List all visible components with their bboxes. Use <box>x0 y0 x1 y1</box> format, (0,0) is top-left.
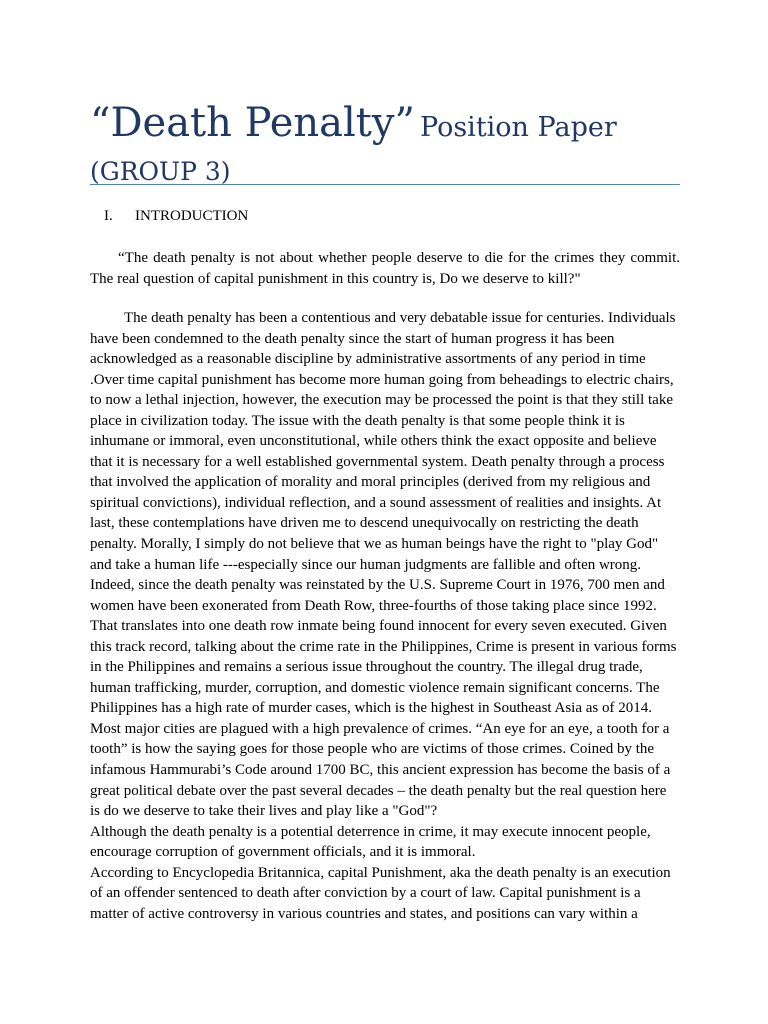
section-number: I. <box>104 208 113 224</box>
opening-quote: “The death penalty is not about whether people deserve to die for the crimes they commit. The real question of capital punishment in this country is, Do we deserve to kill?" <box>90 250 680 287</box>
paragraph: According to Encyclopedia Britannica, capital Punishment, aka the death penalty is an execution of an offender sentenced to death after conviction by a court of law. Capital punishment is a matter of active controversy in various countries and states, and positions can vary within a <box>90 864 671 922</box>
title-divider <box>90 184 680 185</box>
section-title: INTRODUCTION <box>135 208 249 224</box>
title-main: “Death Penalty” <box>90 100 415 146</box>
body-paragraphs <box>90 308 680 924</box>
title-line <box>90 96 680 158</box>
title-group: (GROUP 3) <box>90 157 231 186</box>
paragraph: The death penalty has been a contentious and very debatable issue for centuries. Individuals have been condemned to the death penalty since the start of human progress it has been acknowledged as a reasonable discipline by administrative assortments of any period in time .Over time capital punishment has become more human going from beheadings to electric chairs, to now a lethal injection, however, the execution may be processed the point is that they still take place in civilization today. The issue with the death penalty is that some people think it is inhumane or immoral, even unconstitutional, while others think the exact opposite and believe that it is necessary for a well established governmental system. Death penalty through a process that involved the application of morality and moral principles (derived from my religious and spiritual convictions), individual reflection, and a sound assessment of realities and insights. At last, these contemplations have driven me to descend unequivocally on restricting the death penalty. Morally, I simply do not believe that we as human beings have the right to "play God" and take a human life ---especially since our human judgments are fallible and often wrong. Indeed, since the death penalty was reinstated by the U.S. Supreme Court in 1976, 700 men and women have been exonerated from Death Row, three-fourths of those taking place since 1992. That translates into one death row inmate being found innocent for every seven executed. Given this track record, talking about the crime rate in the Philippines, Crime is present in various forms in the Philippines and remains a serious issue throughout the country. The illegal drug trade, human trafficking, murder, corruption, and domestic violence remain significant concerns. The Philippines has a high rate of murder cases, which is the highest in Southeast Asia as of 2014. Most major cities are plagued with a high prevalence of crimes. “An eye for an eye, a tooth for a tooth” is how the saying goes for those people who are victims of those crimes. Coined by the infamous Hammurabi’s Code around 1700 BC, this ancient expression has become the basis of a great political debate over the past several decades – the death penalty but the real question here is do we deserve to take their lives and play like a "God"? <box>90 310 677 820</box>
section-heading <box>90 206 680 226</box>
title-sub: Position Paper <box>420 112 617 143</box>
paragraph: Although the death penalty is a potential deterrence in crime, it may execute innocent people, encourage corruption of government officials, and it is immoral. <box>90 823 651 861</box>
document-title <box>90 96 680 188</box>
